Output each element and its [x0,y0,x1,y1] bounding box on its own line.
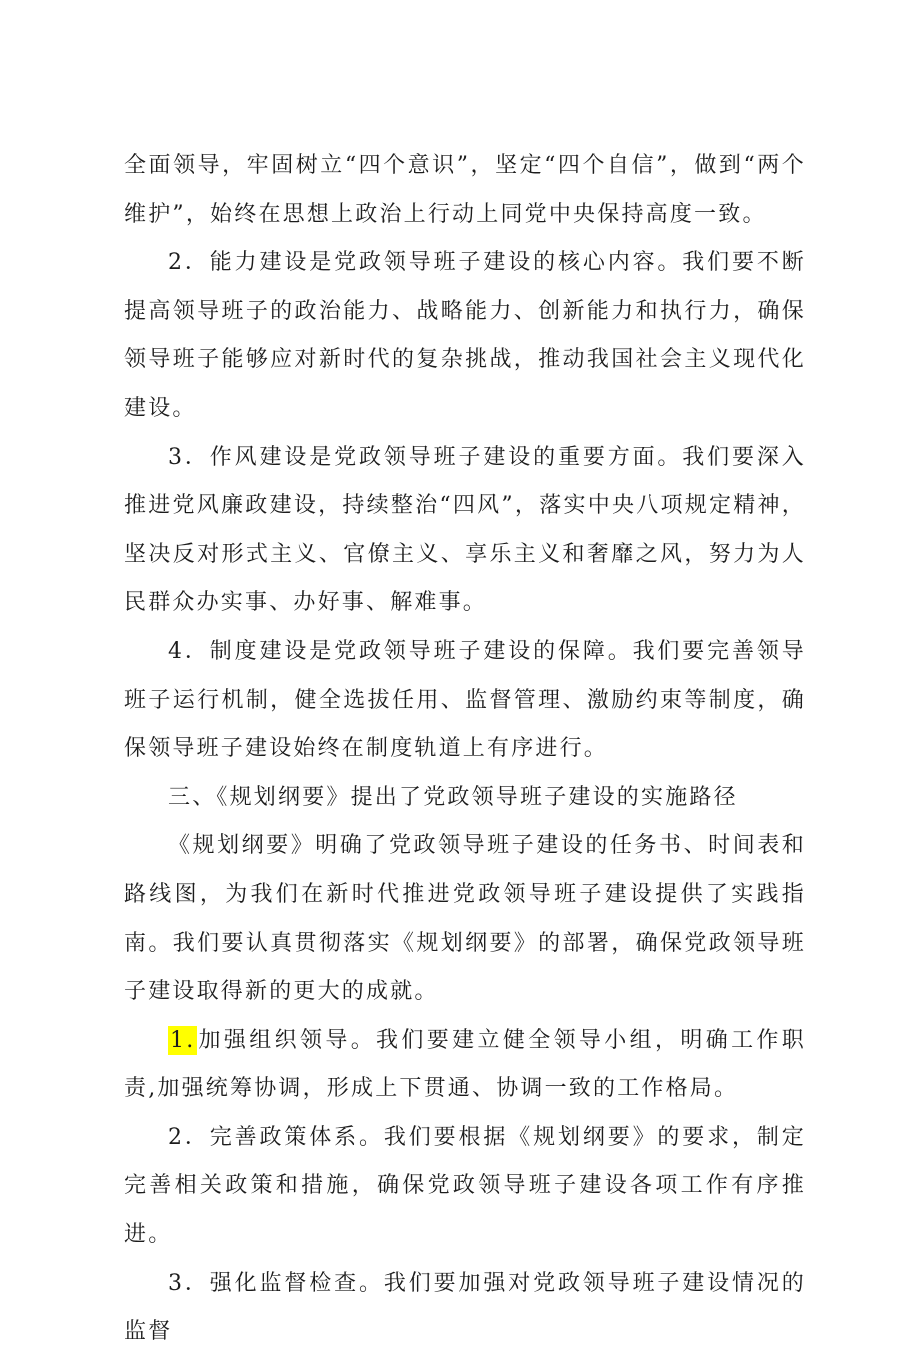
paragraph-organization-leadership [124,1017,806,1114]
paragraph-organization-leadership-text: 加强组织领导。我们要建立健全领导小组，明确工作职责,加强统筹协调，形成上下贯通、协调一致的工作格局。 [124,1027,806,1102]
paragraph-policy-system: 2．完善政策体系。我们要根据《规划纲要》的要求，制定完善相关政策和措施，确保党政领导班子建设各项工作有序推进。 [124,1124,806,1248]
paragraph-style-building: 3．作风建设是党政领导班子建设的重要方面。我们要深入推进党风廉政建设，持续整治“四风”，落实中央八项规定精神，坚决反对形式主义、官僚主义、享乐主义和奢靡之风，努力为人民群众办实事、办好事、解难事。 [124,444,806,616]
paragraph-system-building: 4．制度建设是党政领导班子建设的保障。我们要完善领导班子运行机制，健全选拔任用、监督管理、激励约束等制度，确保领导班子建设始终在制度轨道上有序进行。 [124,638,806,762]
section-heading-three: 三、《规划纲要》提出了党政领导班子建设的实施路径 [168,784,738,810]
document-body [124,142,806,1357]
paragraph-capability-building: 2．能力建设是党政领导班子建设的核心内容。我们要不断提高领导班子的政治能力、战略能力、创新能力和执行力，确保领导班子能够应对新时代的复杂挑战，推动我国社会主义现代化建设。 [124,250,806,421]
paragraph-supervision: 3．强化监督检查。我们要加强对党政领导班子建设情况的监督 [124,1270,806,1345]
paragraph-continuation: 全面领导，牢固树立“四个意识”，坚定“四个自信”，做到“两个维护”，始终在思想上政治上行动上同党中央保持高度一致。 [124,153,806,227]
paragraph-plan-outline: 《规划纲要》明确了党政领导班子建设的任务书、时间表和路线图，为我们在新时代推进党政领导班子建设提供了实践指南。我们要认真贯彻落实《规划纲要》的部署，确保党政领导班子建设取得新的更大的成就。 [124,833,806,1005]
highlighted-list-marker: 1. [170,1027,196,1053]
